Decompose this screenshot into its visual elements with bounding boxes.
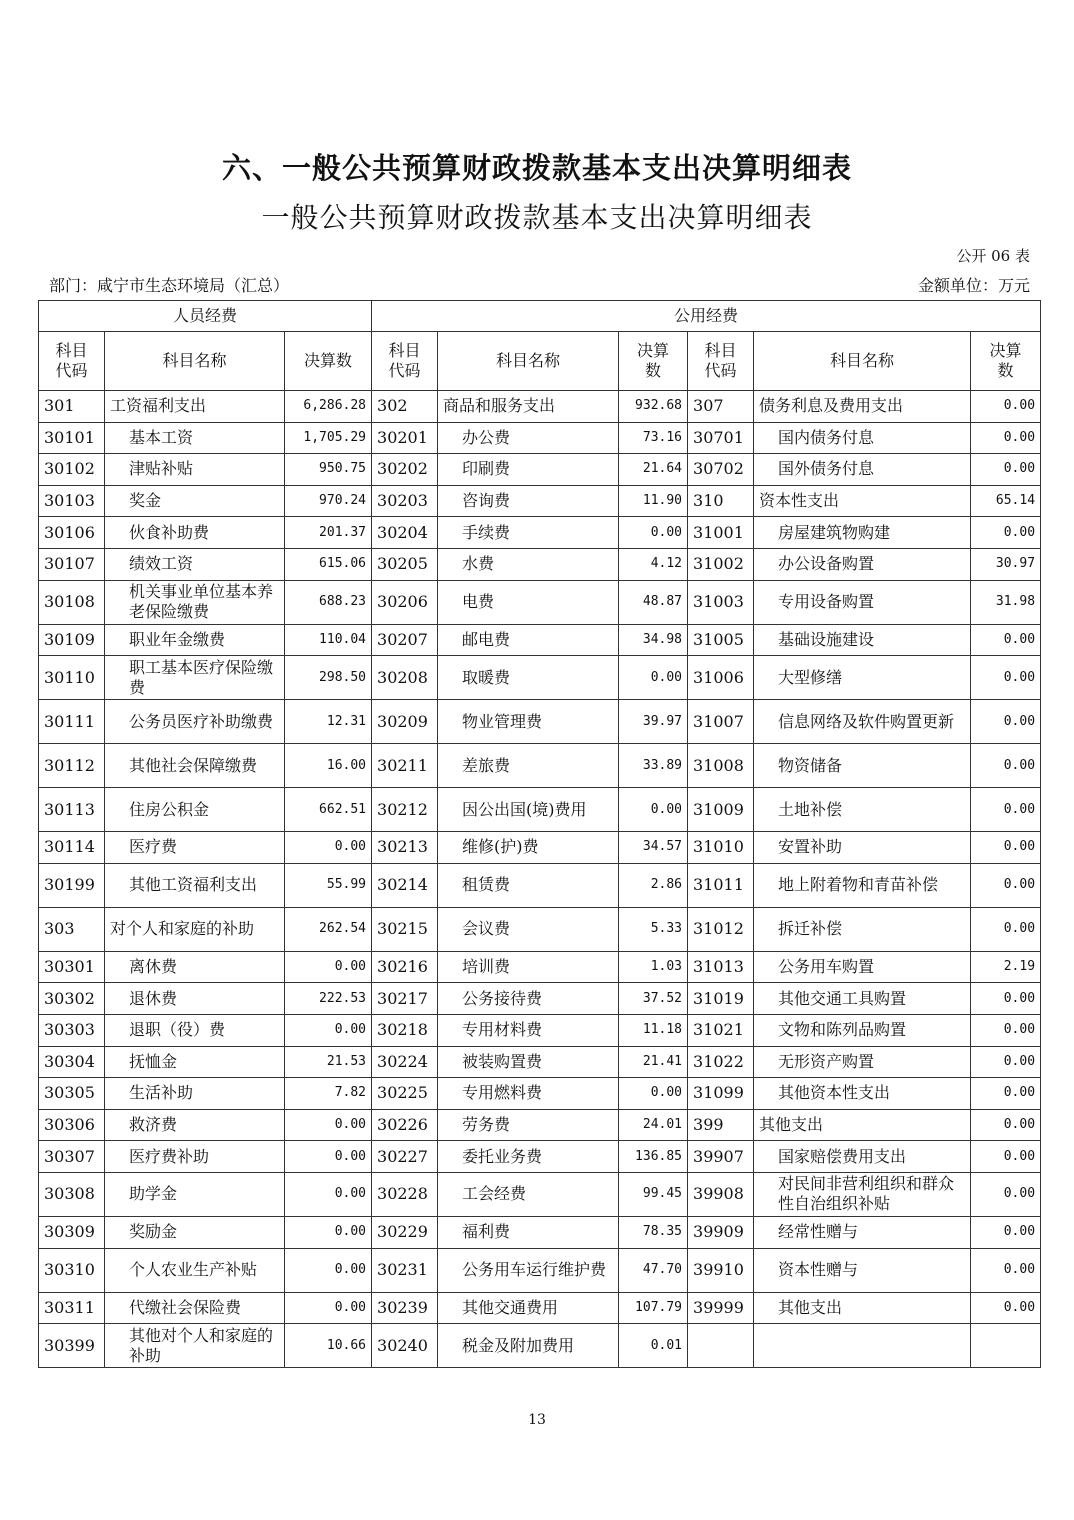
item-amount: 0.00 <box>971 907 1041 951</box>
item-name: 福利费 <box>438 1216 619 1248</box>
item-code: 30202 <box>372 454 438 486</box>
item-code: 31019 <box>688 983 754 1015</box>
item-amount: 12.31 <box>285 700 372 744</box>
item-name: 邮电费 <box>438 624 619 656</box>
item-amount: 0.00 <box>619 517 688 549</box>
item-code: 30226 <box>372 1109 438 1141</box>
item-name: 其他资本性支出 <box>754 1078 971 1110</box>
item-code: 30107 <box>39 548 105 580</box>
item-amount: 0.00 <box>285 1109 372 1141</box>
table-row <box>39 624 1041 656</box>
item-amount: 0.00 <box>285 1292 372 1324</box>
item-amount: 1,705.29 <box>285 422 372 454</box>
item-code: 30225 <box>372 1078 438 1110</box>
item-code: 31099 <box>688 1078 754 1110</box>
item-amount: 0.00 <box>285 1172 372 1216</box>
item-amount: 615.06 <box>285 548 372 580</box>
item-name: 医疗费 <box>105 832 285 864</box>
table-row <box>39 1248 1041 1292</box>
item-name: 水费 <box>438 548 619 580</box>
item-name: 退职（役）费 <box>105 1014 285 1046</box>
item-amount: 298.50 <box>285 656 372 700</box>
item-code: 30304 <box>39 1046 105 1078</box>
item-name: 电费 <box>438 580 619 624</box>
item-name: 手续费 <box>438 517 619 549</box>
item-amount: 0.00 <box>971 744 1041 788</box>
item-amount: 2.86 <box>619 863 688 907</box>
item-name: 住房公积金 <box>105 788 285 832</box>
item-code: 30101 <box>39 422 105 454</box>
form-number: 公开 06 表 <box>956 247 1030 265</box>
item-code: 30113 <box>39 788 105 832</box>
table-row <box>39 1046 1041 1078</box>
item-name: 维修(护)费 <box>438 832 619 864</box>
item-name: 商品和服务支出 <box>438 391 619 423</box>
item-name: 咨询费 <box>438 485 619 517</box>
item-amount: 48.87 <box>619 580 688 624</box>
item-code: 31007 <box>688 700 754 744</box>
item-name: 奖励金 <box>105 1216 285 1248</box>
item-code: 310 <box>688 485 754 517</box>
item-amount: 107.79 <box>619 1292 688 1324</box>
item-amount: 5.33 <box>619 907 688 951</box>
item-name: 绩效工资 <box>105 548 285 580</box>
item-name: 税金及附加费用 <box>438 1324 619 1368</box>
item-amount: 21.64 <box>619 454 688 486</box>
item-code: 30399 <box>39 1324 105 1368</box>
item-code: 30103 <box>39 485 105 517</box>
item-name: 专用燃料费 <box>438 1078 619 1110</box>
item-amount: 0.00 <box>285 1216 372 1248</box>
col-header-name: 科目名称 <box>105 332 285 391</box>
item-name: 经常性赠与 <box>754 1216 971 1248</box>
item-code: 31002 <box>688 548 754 580</box>
col-header-code: 科目 代码 <box>372 332 438 391</box>
item-code: 30240 <box>372 1324 438 1368</box>
item-amount: 16.00 <box>285 744 372 788</box>
item-amount: 0.00 <box>285 1141 372 1173</box>
item-name: 取暖费 <box>438 656 619 700</box>
item-name: 公务接待费 <box>438 983 619 1015</box>
item-code: 30311 <box>39 1292 105 1324</box>
item-name: 代缴社会保险费 <box>105 1292 285 1324</box>
table-body <box>39 391 1041 1368</box>
item-code: 30701 <box>688 422 754 454</box>
col-header-amount: 决算数 <box>285 332 372 391</box>
item-name: 资本性支出 <box>754 485 971 517</box>
item-amount: 34.98 <box>619 624 688 656</box>
item-code: 301 <box>39 391 105 423</box>
personnel-group-header: 人员经费 <box>39 301 372 332</box>
item-code: 30302 <box>39 983 105 1015</box>
item-code: 30229 <box>372 1216 438 1248</box>
item-name: 津贴补贴 <box>105 454 285 486</box>
item-amount: 688.23 <box>285 580 372 624</box>
item-amount: 65.14 <box>971 485 1041 517</box>
item-name: 专用设备购置 <box>754 580 971 624</box>
item-name: 基本工资 <box>105 422 285 454</box>
item-amount: 0.00 <box>285 1248 372 1292</box>
item-amount: 21.41 <box>619 1046 688 1078</box>
item-name: 房屋建筑物购建 <box>754 517 971 549</box>
item-amount: 99.45 <box>619 1172 688 1216</box>
item-name: 大型修缮 <box>754 656 971 700</box>
item-amount: 0.00 <box>971 832 1041 864</box>
item-amount: 24.01 <box>619 1109 688 1141</box>
col-header-amount: 决算 数 <box>971 332 1041 391</box>
item-amount: 0.00 <box>971 1046 1041 1078</box>
item-name: 退休费 <box>105 983 285 1015</box>
item-name: 委托业务费 <box>438 1141 619 1173</box>
item-code: 30309 <box>39 1216 105 1248</box>
table-row <box>39 700 1041 744</box>
item-code: 30224 <box>372 1046 438 1078</box>
item-amount: 78.35 <box>619 1216 688 1248</box>
col-header-code: 科目 代码 <box>39 332 105 391</box>
item-name: 对个人和家庭的补助 <box>105 907 285 951</box>
table-title: 一般公共预算财政拨款基本支出决算明细表 <box>261 201 813 234</box>
item-code: 39999 <box>688 1292 754 1324</box>
table-row <box>39 1014 1041 1046</box>
item-name: 其他交通工具购置 <box>754 983 971 1015</box>
item-code: 30239 <box>372 1292 438 1324</box>
item-code: 39908 <box>688 1172 754 1216</box>
item-name: 安置补助 <box>754 832 971 864</box>
item-code: 30218 <box>372 1014 438 1046</box>
table-row <box>39 863 1041 907</box>
item-code: 31005 <box>688 624 754 656</box>
item-amount: 136.85 <box>619 1141 688 1173</box>
item-amount: 0.00 <box>971 700 1041 744</box>
item-code: 30310 <box>39 1248 105 1292</box>
page-number: 13 <box>528 1412 546 1428</box>
item-amount: 0.00 <box>285 832 372 864</box>
item-name: 基础设施建设 <box>754 624 971 656</box>
item-name: 其他对个人和家庭的补助 <box>105 1324 285 1368</box>
item-name: 物资储备 <box>754 744 971 788</box>
item-amount: 0.00 <box>971 863 1041 907</box>
item-name: 被装购置费 <box>438 1046 619 1078</box>
table-row <box>39 1292 1041 1324</box>
item-amount: 262.54 <box>285 907 372 951</box>
item-amount: 10.66 <box>285 1324 372 1368</box>
item-amount: 0.00 <box>971 656 1041 700</box>
item-amount: 1.03 <box>619 951 688 983</box>
item-amount: 0.00 <box>971 422 1041 454</box>
item-name: 对民间非营利组织和群众性自治组织补贴 <box>754 1172 971 1216</box>
item-name: 国家赔偿费用支出 <box>754 1141 971 1173</box>
item-name: 助学金 <box>105 1172 285 1216</box>
item-code: 30114 <box>39 832 105 864</box>
item-code: 31008 <box>688 744 754 788</box>
item-amount: 0.00 <box>971 1109 1041 1141</box>
item-name: 个人农业生产补贴 <box>105 1248 285 1292</box>
table-row <box>39 517 1041 549</box>
table-row <box>39 580 1041 624</box>
item-code: 30213 <box>372 832 438 864</box>
item-code: 30215 <box>372 907 438 951</box>
item-code: 31001 <box>688 517 754 549</box>
item-amount: 34.57 <box>619 832 688 864</box>
item-code: 30303 <box>39 1014 105 1046</box>
expenditure-table <box>38 300 1041 1368</box>
item-name: 土地补偿 <box>754 788 971 832</box>
col-header-name: 科目名称 <box>754 332 971 391</box>
item-name: 文物和陈列品购置 <box>754 1014 971 1046</box>
amount-unit-label: 金额单位：万元 <box>917 276 1030 295</box>
group-header-row <box>39 301 1041 332</box>
item-name: 公务用车运行维护费 <box>438 1248 619 1292</box>
item-name: 无形资产购置 <box>754 1046 971 1078</box>
table-row <box>39 391 1041 423</box>
item-code: 30203 <box>372 485 438 517</box>
item-code: 30112 <box>39 744 105 788</box>
table-row <box>39 951 1041 983</box>
item-amount: 0.00 <box>971 1172 1041 1216</box>
item-amount: 0.00 <box>285 1014 372 1046</box>
item-code: 30205 <box>372 548 438 580</box>
item-amount: 970.24 <box>285 485 372 517</box>
item-name: 办公设备购置 <box>754 548 971 580</box>
table-row <box>39 454 1041 486</box>
item-amount: 73.16 <box>619 422 688 454</box>
item-amount: 662.51 <box>285 788 372 832</box>
item-amount: 0.00 <box>971 983 1041 1015</box>
item-amount: 0.00 <box>971 1078 1041 1110</box>
item-amount: 0.00 <box>285 951 372 983</box>
item-code: 31022 <box>688 1046 754 1078</box>
item-code: 30204 <box>372 517 438 549</box>
item-code: 30208 <box>372 656 438 700</box>
item-code: 30206 <box>372 580 438 624</box>
item-name: 机关事业单位基本养老保险缴费 <box>105 580 285 624</box>
item-amount: 39.97 <box>619 700 688 744</box>
column-header-row <box>39 332 1041 391</box>
item-name: 印刷费 <box>438 454 619 486</box>
item-name: 办公费 <box>438 422 619 454</box>
col-header-amount: 决算 数 <box>619 332 688 391</box>
item-name: 债务利息及费用支出 <box>754 391 971 423</box>
table-row <box>39 1324 1041 1368</box>
item-name: 地上附着物和青苗补偿 <box>754 863 971 907</box>
item-name: 职业年金缴费 <box>105 624 285 656</box>
item-amount: 0.01 <box>619 1324 688 1368</box>
item-amount: 222.53 <box>285 983 372 1015</box>
item-amount: 11.90 <box>619 485 688 517</box>
item-amount: 0.00 <box>619 1078 688 1110</box>
item-code: 31009 <box>688 788 754 832</box>
item-code: 30228 <box>372 1172 438 1216</box>
item-name: 其他支出 <box>754 1292 971 1324</box>
table-row <box>39 1172 1041 1216</box>
item-code: 31012 <box>688 907 754 951</box>
item-name: 物业管理费 <box>438 700 619 744</box>
item-amount: 0.00 <box>971 1216 1041 1248</box>
item-amount: 37.52 <box>619 983 688 1015</box>
table-row <box>39 832 1041 864</box>
item-name: 奖金 <box>105 485 285 517</box>
item-code: 39909 <box>688 1216 754 1248</box>
item-code: 30307 <box>39 1141 105 1173</box>
item-amount: 0.00 <box>971 517 1041 549</box>
item-name: 劳务费 <box>438 1109 619 1141</box>
table-row <box>39 788 1041 832</box>
item-name: 因公出国(境)费用 <box>438 788 619 832</box>
item-code: 30212 <box>372 788 438 832</box>
item-name: 国外债务付息 <box>754 454 971 486</box>
department-label: 部门：咸宁市生态环境局（汇总） <box>49 276 290 295</box>
item-code: 307 <box>688 391 754 423</box>
item-amount: 0.00 <box>971 1014 1041 1046</box>
item-code: 31013 <box>688 951 754 983</box>
item-amount: 0.00 <box>971 454 1041 486</box>
item-name: 救济费 <box>105 1109 285 1141</box>
item-amount: 950.75 <box>285 454 372 486</box>
item-amount: 0.00 <box>971 391 1041 423</box>
item-code: 31003 <box>688 580 754 624</box>
item-code: 30308 <box>39 1172 105 1216</box>
item-code: 31021 <box>688 1014 754 1046</box>
item-code: 30199 <box>39 863 105 907</box>
item-name: 差旅费 <box>438 744 619 788</box>
item-name: 资本性赠与 <box>754 1248 971 1292</box>
item-amount: 201.37 <box>285 517 372 549</box>
item-name: 生活补助 <box>105 1078 285 1110</box>
item-amount: 0.00 <box>971 1248 1041 1292</box>
item-name: 其他支出 <box>754 1109 971 1141</box>
item-amount: 33.89 <box>619 744 688 788</box>
item-amount <box>971 1324 1041 1368</box>
item-code: 39910 <box>688 1248 754 1292</box>
col-header-code: 科目 代码 <box>688 332 754 391</box>
item-amount: 21.53 <box>285 1046 372 1078</box>
table-row <box>39 907 1041 951</box>
item-code: 30306 <box>39 1109 105 1141</box>
item-code: 302 <box>372 391 438 423</box>
item-amount: 110.04 <box>285 624 372 656</box>
item-name: 公务员医疗补助缴费 <box>105 700 285 744</box>
item-name: 医疗费补助 <box>105 1141 285 1173</box>
item-name: 工资福利支出 <box>105 391 285 423</box>
item-name: 抚恤金 <box>105 1046 285 1078</box>
item-code: 30305 <box>39 1078 105 1110</box>
item-code: 31011 <box>688 863 754 907</box>
item-name: 拆迁补偿 <box>754 907 971 951</box>
item-code: 39907 <box>688 1141 754 1173</box>
item-name: 公务用车购置 <box>754 951 971 983</box>
item-amount: 0.00 <box>971 1141 1041 1173</box>
item-code: 31010 <box>688 832 754 864</box>
item-amount: 55.99 <box>285 863 372 907</box>
item-code: 30108 <box>39 580 105 624</box>
item-code: 30214 <box>372 863 438 907</box>
item-amount: 6,286.28 <box>285 391 372 423</box>
public-group-header: 公用经费 <box>372 301 1041 332</box>
item-name: 专用材料费 <box>438 1014 619 1046</box>
item-name: 国内债务付息 <box>754 422 971 454</box>
item-amount: 30.97 <box>971 548 1041 580</box>
item-name <box>754 1324 971 1368</box>
item-code: 30201 <box>372 422 438 454</box>
item-code: 399 <box>688 1109 754 1141</box>
item-code: 30301 <box>39 951 105 983</box>
item-name: 培训费 <box>438 951 619 983</box>
item-amount: 11.18 <box>619 1014 688 1046</box>
table-row <box>39 422 1041 454</box>
item-amount: 0.00 <box>619 656 688 700</box>
table-row <box>39 744 1041 788</box>
item-code: 30211 <box>372 744 438 788</box>
item-name: 其他交通费用 <box>438 1292 619 1324</box>
item-name: 其他工资福利支出 <box>105 863 285 907</box>
item-code: 30106 <box>39 517 105 549</box>
table-row <box>39 485 1041 517</box>
table-row <box>39 1141 1041 1173</box>
table-row <box>39 1109 1041 1141</box>
item-amount: 2.19 <box>971 951 1041 983</box>
item-name: 信息网络及软件购置更新 <box>754 700 971 744</box>
item-amount: 0.00 <box>971 788 1041 832</box>
item-code: 30110 <box>39 656 105 700</box>
item-amount: 31.98 <box>971 580 1041 624</box>
table-row <box>39 983 1041 1015</box>
item-code: 30231 <box>372 1248 438 1292</box>
section-title: 六、一般公共预算财政拨款基本支出决算明细表 <box>221 151 852 185</box>
item-name: 工会经费 <box>438 1172 619 1216</box>
item-name: 其他社会保障缴费 <box>105 744 285 788</box>
item-name: 会议费 <box>438 907 619 951</box>
table-row <box>39 1078 1041 1110</box>
item-code: 30209 <box>372 700 438 744</box>
item-code: 30227 <box>372 1141 438 1173</box>
item-amount: 0.00 <box>619 788 688 832</box>
item-name: 租赁费 <box>438 863 619 907</box>
item-name: 离休费 <box>105 951 285 983</box>
item-code: 30109 <box>39 624 105 656</box>
item-code: 30111 <box>39 700 105 744</box>
table-row <box>39 548 1041 580</box>
item-amount: 0.00 <box>971 1292 1041 1324</box>
item-amount: 47.70 <box>619 1248 688 1292</box>
item-code: 30102 <box>39 454 105 486</box>
item-amount: 4.12 <box>619 548 688 580</box>
item-code <box>688 1324 754 1368</box>
item-code: 31006 <box>688 656 754 700</box>
table-row <box>39 1216 1041 1248</box>
item-code: 30207 <box>372 624 438 656</box>
item-amount: 7.82 <box>285 1078 372 1110</box>
table-row <box>39 656 1041 700</box>
item-code: 303 <box>39 907 105 951</box>
col-header-name: 科目名称 <box>438 332 619 391</box>
item-code: 30702 <box>688 454 754 486</box>
item-code: 30217 <box>372 983 438 1015</box>
item-code: 30216 <box>372 951 438 983</box>
item-name: 职工基本医疗保险缴费 <box>105 656 285 700</box>
item-amount: 932.68 <box>619 391 688 423</box>
item-amount: 0.00 <box>971 624 1041 656</box>
item-name: 伙食补助费 <box>105 517 285 549</box>
